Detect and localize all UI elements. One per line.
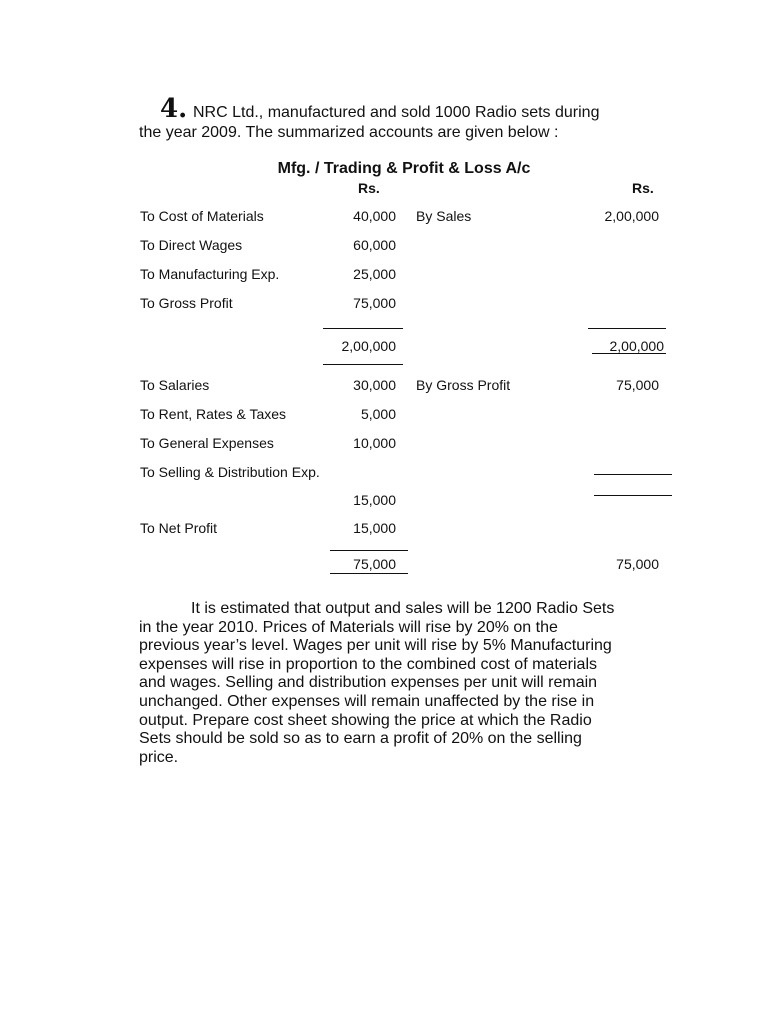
pl-cr-total: 75,000: [616, 556, 659, 572]
account-title: Mfg. / Trading & Profit & Loss A/c: [277, 160, 531, 177]
total-rule-bottom-dr: [323, 364, 403, 365]
trading-debit-amount: 25,000: [353, 266, 396, 282]
trading-credit-label: By Sales: [416, 208, 472, 224]
pl-blank-rule-1: [594, 474, 672, 475]
trading-debit-label: To Gross Profit: [140, 295, 233, 311]
paragraph-line: previous year’s level. Wages per unit will rise by 5% Manufacturing: [139, 637, 612, 655]
paragraph-line: and wages. Selling and distribution expenses per unit will remain: [139, 674, 598, 692]
pl-debit-amount: 15,000: [353, 492, 396, 508]
paragraph-line: output. Prepare cost sheet showing the price at which the Radio: [139, 711, 592, 729]
pl-credit-amount: 75,000: [616, 377, 659, 393]
dr-currency-header: Rs.: [358, 180, 380, 196]
pl-debit-amount: 5,000: [360, 406, 396, 422]
pl-debit-label: To General Expenses: [140, 435, 274, 451]
pl-debit-amount: 10,000: [353, 435, 396, 451]
pl-blank-rule-2: [594, 495, 672, 496]
total-rule-top-dr: [323, 328, 403, 329]
pl-debit-label: To Rent, Rates & Taxes: [140, 406, 287, 422]
pl-total-rule-bottom: [330, 573, 408, 574]
trading-debit-amount: 40,000: [353, 208, 396, 224]
question-number: 4.: [160, 94, 188, 124]
paragraph-line: price.: [139, 748, 179, 766]
total-rule-bottom-cr: [592, 353, 666, 354]
pl-debit-amount: 15,000: [353, 520, 396, 536]
pl-debit-label: To Salaries: [140, 377, 210, 393]
pl-dr-total: 75,000: [353, 556, 396, 572]
trading-debit-label: To Manufacturing Exp.: [140, 266, 280, 282]
question-intro: [139, 103, 669, 143]
paragraph-line: Sets should be sold so as to earn a profit of 20% on the selling: [139, 730, 582, 748]
intro-line-2: the year 2009. The summarized accounts are given below :: [139, 124, 559, 141]
pl-credit-label: By Gross Profit: [416, 377, 511, 393]
total-rule-top-cr: [588, 328, 666, 329]
paragraph-line: It is estimated that output and sales will be 1200 Radio Sets: [191, 600, 615, 617]
trading-dr-total: 2,00,000: [341, 338, 396, 354]
paragraph-line: unchanged. Other expenses will remain unaffected by the rise in: [139, 692, 595, 710]
pl-debit-label: To Selling & Distribution Exp.: [140, 464, 320, 480]
pl-debit-amount: 30,000: [353, 377, 396, 393]
pl-total-rule-top: [330, 550, 408, 551]
trading-debit-amount: 60,000: [353, 237, 396, 253]
trading-credit-amount: 2,00,000: [604, 208, 659, 224]
paragraph-line: expenses will rise in proportion to the combined cost of materials: [139, 655, 597, 673]
trading-debit-label: To Direct Wages: [140, 237, 243, 253]
trading-debit-amount: 75,000: [353, 295, 396, 311]
pl-debit-label: To Net Profit: [140, 520, 218, 536]
trading-cr-total: 2,00,000: [609, 338, 664, 354]
cr-currency-header: Rs.: [632, 180, 654, 196]
intro-line-1: NRC Ltd., manufactured and sold 1000 Radio sets during: [193, 104, 600, 121]
question-paragraph: [139, 600, 666, 767]
trading-debit-label: To Cost of Materials: [140, 208, 264, 224]
paragraph-line: in the year 2010. Prices of Materials will rise by 20% on the: [139, 618, 558, 636]
